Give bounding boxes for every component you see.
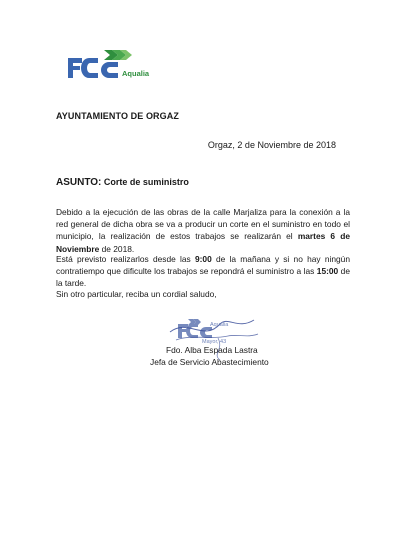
p2-text-c: de la tarde. xyxy=(56,266,350,289)
closing: Sin otro particular, reciba un cordial saludo, xyxy=(56,289,217,299)
p1-text-a: Debido a la ejecución de las obras de la calle Marjaliza para la conexión a la red general de dicha obra se va a producir un corte en el suministro en todo el municipio, la realización de estos trabajos se realizarán el xyxy=(56,207,350,242)
signature-title: Jefa de Servicio Abastecimiento xyxy=(150,357,269,367)
subject-label: ASUNTO xyxy=(56,177,99,188)
stamp-brand: Aqualia xyxy=(210,322,229,328)
paragraph-1 xyxy=(56,206,350,255)
signature-name: Fdo. Alba Espada Lastra xyxy=(166,345,258,355)
subject-colon: : xyxy=(98,177,102,188)
subject-text: Corte de suministro xyxy=(103,177,189,187)
paragraph-2 xyxy=(56,253,350,290)
brand-name: Aqualia xyxy=(122,69,150,78)
subject-line xyxy=(56,177,189,188)
p2-text-a: Está previsto realizarlos desde las xyxy=(56,254,195,264)
p2-time-end: 15:00 xyxy=(316,266,339,277)
p1-date-bold: martes 6 de Noviembre xyxy=(56,231,350,254)
stamp-line: Mayor, 43 xyxy=(202,339,227,345)
recipient: AYUNTAMIENTO DE ORGAZ xyxy=(56,111,179,121)
p2-time-start: 9:00 xyxy=(194,254,212,264)
date-line: Orgaz, 2 de Noviembre de 2018 xyxy=(207,140,336,150)
p1-text-b: de 2018. xyxy=(99,243,135,254)
p2-text-b: de la mañana y si no hay ningún contratiempo que dificulte los trabajos se repondrá el suministro a las xyxy=(56,254,350,277)
